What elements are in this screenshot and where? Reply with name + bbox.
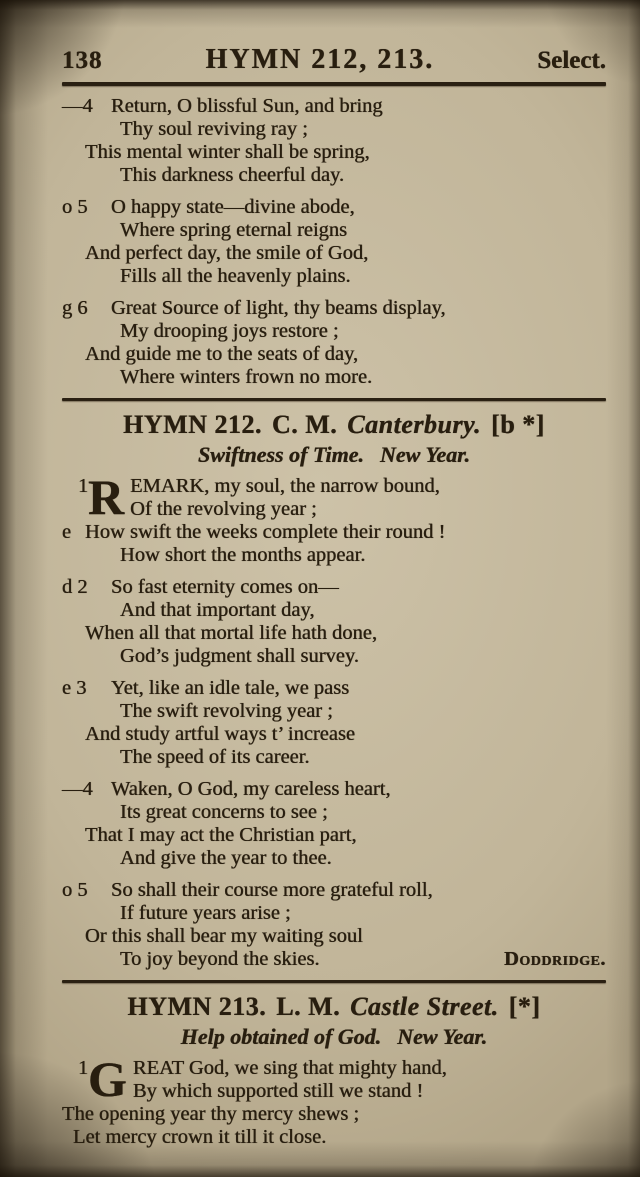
verse-line: Where winters frown no more. [120, 366, 373, 388]
verse-line: How short the months appear. [120, 544, 366, 566]
meter-label: C. M. [271, 410, 338, 439]
verse-line: To joy beyond the skies. [120, 948, 320, 970]
verse-line: How swift the weeks complete their round ! [85, 521, 446, 543]
hymn-verse [62, 879, 606, 971]
key-signature: [*] [508, 992, 541, 1021]
verse-marker: d 2 [62, 576, 88, 598]
hymn-verse [62, 95, 606, 187]
hymn-verse [62, 677, 606, 769]
subtitle-theme: Swiftness of Time. [197, 442, 364, 467]
verse-marker: —4 [62, 95, 93, 117]
hymn-heading [62, 992, 606, 1022]
hymn-verse [62, 297, 606, 389]
verse-marker: g 6 [62, 297, 88, 319]
verse-line: When all that mortal life hath done, [85, 622, 378, 644]
running-title: HYMN 212, 213. [205, 44, 435, 75]
expression-mark: e [62, 521, 72, 543]
verse-line: This mental winter shall be spring, [85, 141, 370, 163]
page-number: 138 [62, 47, 103, 74]
section-label: Select. [537, 47, 606, 74]
verse-line: Where spring eternal reigns [120, 219, 348, 241]
section-rule [62, 398, 606, 401]
verse-marker: o 5 [62, 196, 88, 218]
header-rule [62, 82, 606, 86]
hymn-verse [62, 469, 606, 567]
verse-line: Return, O blissful Sun, and bring [111, 95, 383, 117]
verse-line: Thy soul reviving ray ; [120, 118, 308, 140]
hymn-number-heading: HYMN 213. [127, 992, 267, 1021]
verse-line: Waken, O God, my careless heart, [111, 778, 391, 800]
hymn-heading [62, 410, 606, 440]
verse-marker: —4 [62, 778, 93, 800]
verse-line: Or this shall bear my waiting soul [85, 925, 363, 947]
verse-line: God’s judgment shall survey. [120, 645, 359, 667]
verse-line: The speed of its career. [120, 746, 310, 768]
verse-line: O happy state—divine abode, [111, 196, 355, 218]
verse-line: And study artful ways t’ increase [85, 723, 356, 745]
verse-line: The opening year thy mercy shews ; [62, 1103, 360, 1125]
verse-marker: 1 [78, 1057, 89, 1079]
drop-cap: R [88, 469, 125, 525]
verse-line: My drooping joys restore ; [120, 320, 339, 342]
verse-line: This darkness cheerful day. [120, 164, 345, 186]
hymn-subtitle [62, 442, 606, 468]
hymn-verse [62, 778, 606, 870]
verse-marker: 1 [78, 475, 89, 497]
verse-line: Yet, like an idle tale, we pass [111, 677, 350, 699]
verse-line: That I may act the Christian part, [85, 824, 357, 846]
hymn-verse [62, 576, 606, 668]
verse-line: EMARK, my soul, the narrow bound, [130, 475, 440, 497]
drop-cap: G [88, 1051, 127, 1107]
subtitle-theme: Help obtained of God. [180, 1024, 382, 1049]
section-rule [62, 980, 606, 983]
tune-name: Canterbury. [347, 410, 482, 439]
verse-line: Let mercy crown it till it close. [73, 1126, 327, 1148]
verse-line: And give the year to thee. [120, 847, 332, 869]
verse-line: So fast eternity comes on— [111, 576, 339, 598]
verse-line: Fills all the heavenly plains. [120, 265, 351, 287]
verse-marker: o 5 [62, 879, 88, 901]
verse-line: By which supported still we stand ! [132, 1080, 424, 1102]
verse-marker: e 3 [62, 677, 87, 699]
verse-line: And that important day, [120, 599, 315, 621]
hymn-number-heading: HYMN 212. [123, 410, 262, 439]
hymn-verse [62, 1051, 606, 1149]
page-header [62, 44, 606, 76]
hymn-verse [62, 196, 606, 288]
verse-line: Great Source of light, thy beams display, [111, 297, 446, 319]
verse-line: So shall their course more grateful roll, [111, 879, 433, 901]
verse-line: Of the revolving year ; [130, 498, 317, 520]
subtitle-occasion: New Year. [379, 442, 471, 467]
meter-label: L. M. [276, 992, 341, 1021]
verse-line: If future years arise ; [120, 902, 291, 924]
verse-line: And perfect day, the smile of God, [85, 242, 369, 264]
tune-name: Castle Street. [350, 992, 499, 1021]
author-name: Doddridge. [504, 948, 606, 970]
verse-line: REAT God, we sing that mighty hand, [132, 1057, 447, 1079]
subtitle-occasion: New Year. [397, 1024, 488, 1049]
hymn-subtitle [62, 1024, 606, 1050]
verse-line: Its great concerns to see ; [120, 801, 328, 823]
key-signature: [b *] [491, 410, 545, 439]
verse-line: And guide me to the seats of day, [85, 343, 359, 365]
verse-line: The swift revolving year ; [120, 700, 333, 722]
